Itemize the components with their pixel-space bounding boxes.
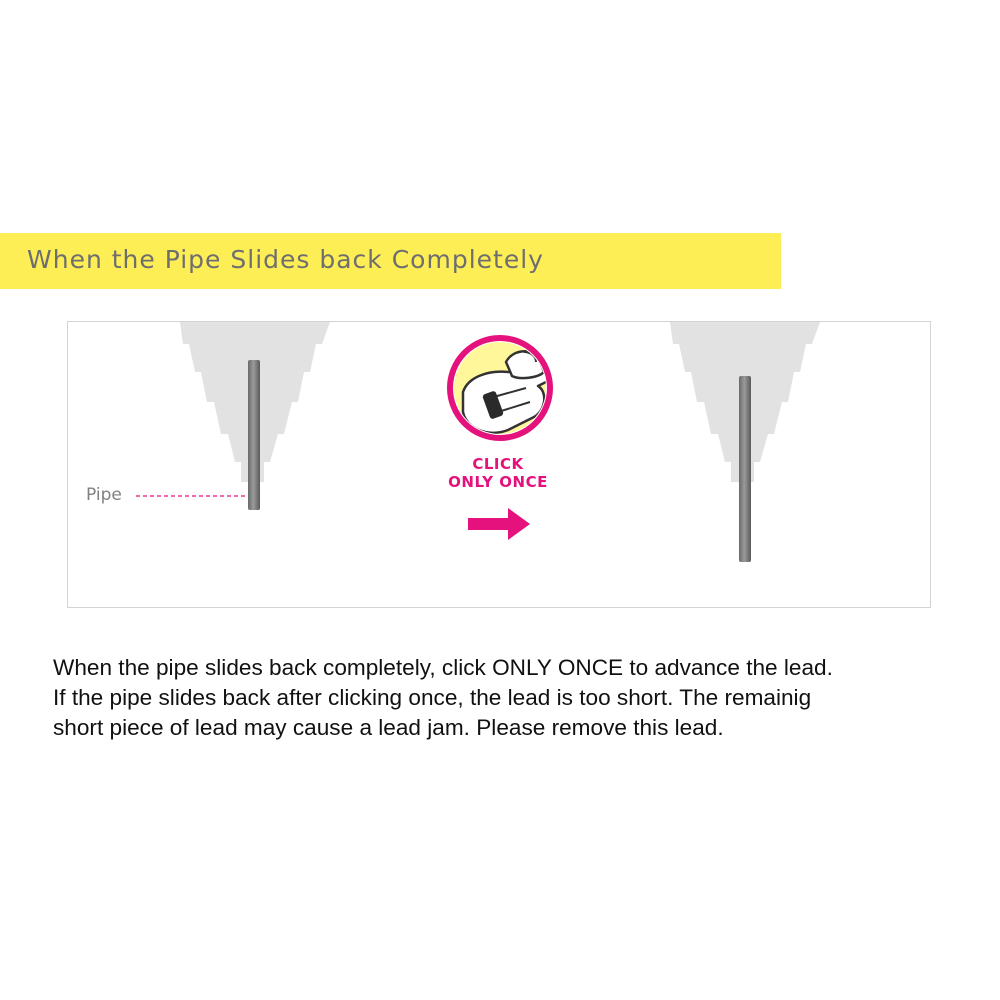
pencil-tip-before [136, 322, 330, 510]
instructions-text [53, 653, 973, 743]
pencil-tip-after [670, 322, 820, 562]
diagram-panel [67, 321, 931, 608]
arrow-right-icon [468, 508, 530, 540]
pipe-shape-extended [739, 376, 751, 562]
section-title: When the Pipe Slides back Completely [27, 245, 544, 274]
section-banner [0, 233, 781, 289]
instructions-line-1: When the pipe slides back completely, click ONLY ONCE to advance the lead. [53, 655, 833, 680]
click-once-caption [428, 455, 568, 491]
instructions-line-3: short piece of lead may cause a lead jam. Please remove this lead. [53, 715, 724, 740]
click-caption-line1: CLICK [472, 455, 524, 473]
hand-click-icon [448, 332, 558, 447]
instructions-line-2: If the pipe slides back after clicking once, the lead is too short. The remainig [53, 685, 812, 710]
click-caption-line2: ONLY ONCE [448, 473, 548, 491]
pipe-label: Pipe [86, 485, 122, 505]
pipe-shape [248, 360, 260, 510]
